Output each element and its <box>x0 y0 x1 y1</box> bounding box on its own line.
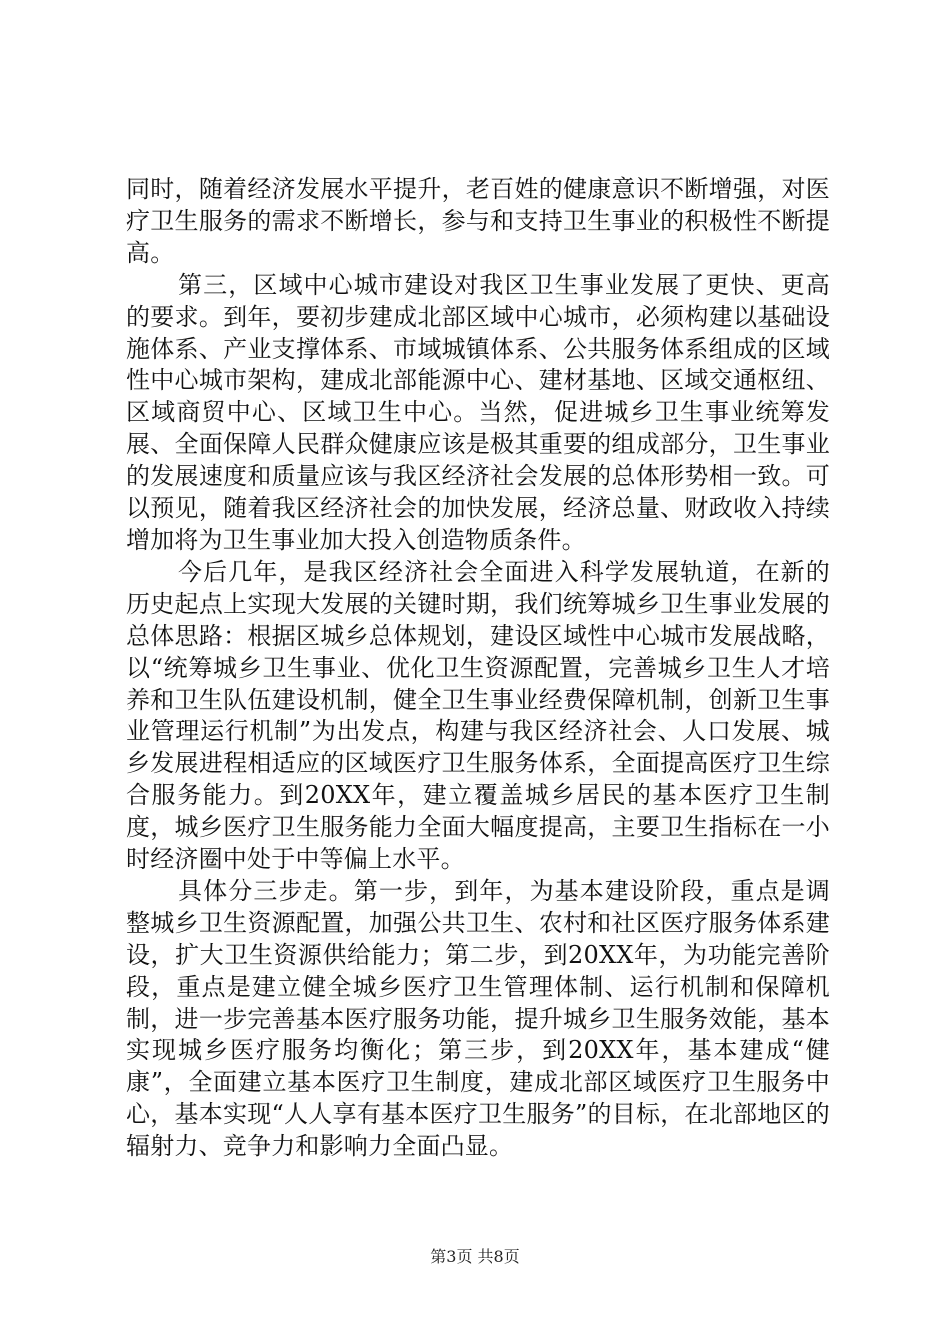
paragraph-third-point: 第三，区域中心城市建设对我区卫生事业发展了更快、更高的要求。到年，要初步建成北部区域中心城市，必须构建以基础设施体系、产业支撑体系、市域城镇体系、公共服务体系组成的区域性中心城市架构，建成北部能源中心、建材基地、区域交通枢纽、区域商贸中心、区域卫生中心。当然，促进城乡卫生事业统筹发展、全面保障人民群众健康应该是极其重要的组成部分，卫生事业的发展速度和质量应该与我区经济社会发展的总体形势相一致。可以预见，随着我区经济社会的加快发展，经济总量、财政收入持续增加将为卫生事业加大投入创造物质条件。 <box>126 270 830 554</box>
paragraph-continuation: 同时，随着经济发展水平提升，老百姓的健康意识不断增强，对医疗卫生服务的需求不断增长，参与和支持卫生事业的积极性不断提高。 <box>126 175 830 267</box>
page-number-footer: 第3页 共8页 <box>430 1247 520 1266</box>
paragraph-three-steps: 具体分三步走。第一步，到年，为基本建设阶段，重点是调整城乡卫生资源配置，加强公共卫生、农村和社区医疗服务体系建设，扩大卫生资源供给能力；第二步，到20XX年，为功能完善阶段，重点是建立健全城乡医疗卫生管理体制、运行机制和保障机制，进一步完善基本医疗服务功能，提升城乡卫生服务效能，基本实现城乡医疗服务均衡化；第三步，到20XX年，基本建成“健康”，全面建立基本医疗卫生制度，建成北部区域医疗卫生服务中心，基本实现“人人享有基本医疗卫生服务”的目标，在北部地区的辐射力、竞争力和影响力全面凸显。 <box>126 876 830 1161</box>
paragraph-overall-approach: 今后几年，是我区经济社会全面进入科学发展轨道，在新的历史起点上实现大发展的关键时期，我们统筹城乡卫生事业发展的总体思路：根据区城乡总体规划，建设区域性中心城市发展战略，以“统筹城乡卫生事业、优化卫生资源配置，完善城乡卫生人才培养和卫生队伍建设机制，健全卫生事业经费保障机制，创新卫生事业管理运行机制”为出发点，构建与我区经济社会、人口发展、城乡发展进程相适应的区域医疗卫生服务体系，全面提高医疗卫生综合服务能力。到20XX年，建立覆盖城乡居民的基本医疗卫生制度，城乡医疗卫生服务能力全面大幅度提高，主要卫生指标在一小时经济圈中处于中等偏上水平。 <box>126 557 830 874</box>
document-body <box>126 174 830 1163</box>
